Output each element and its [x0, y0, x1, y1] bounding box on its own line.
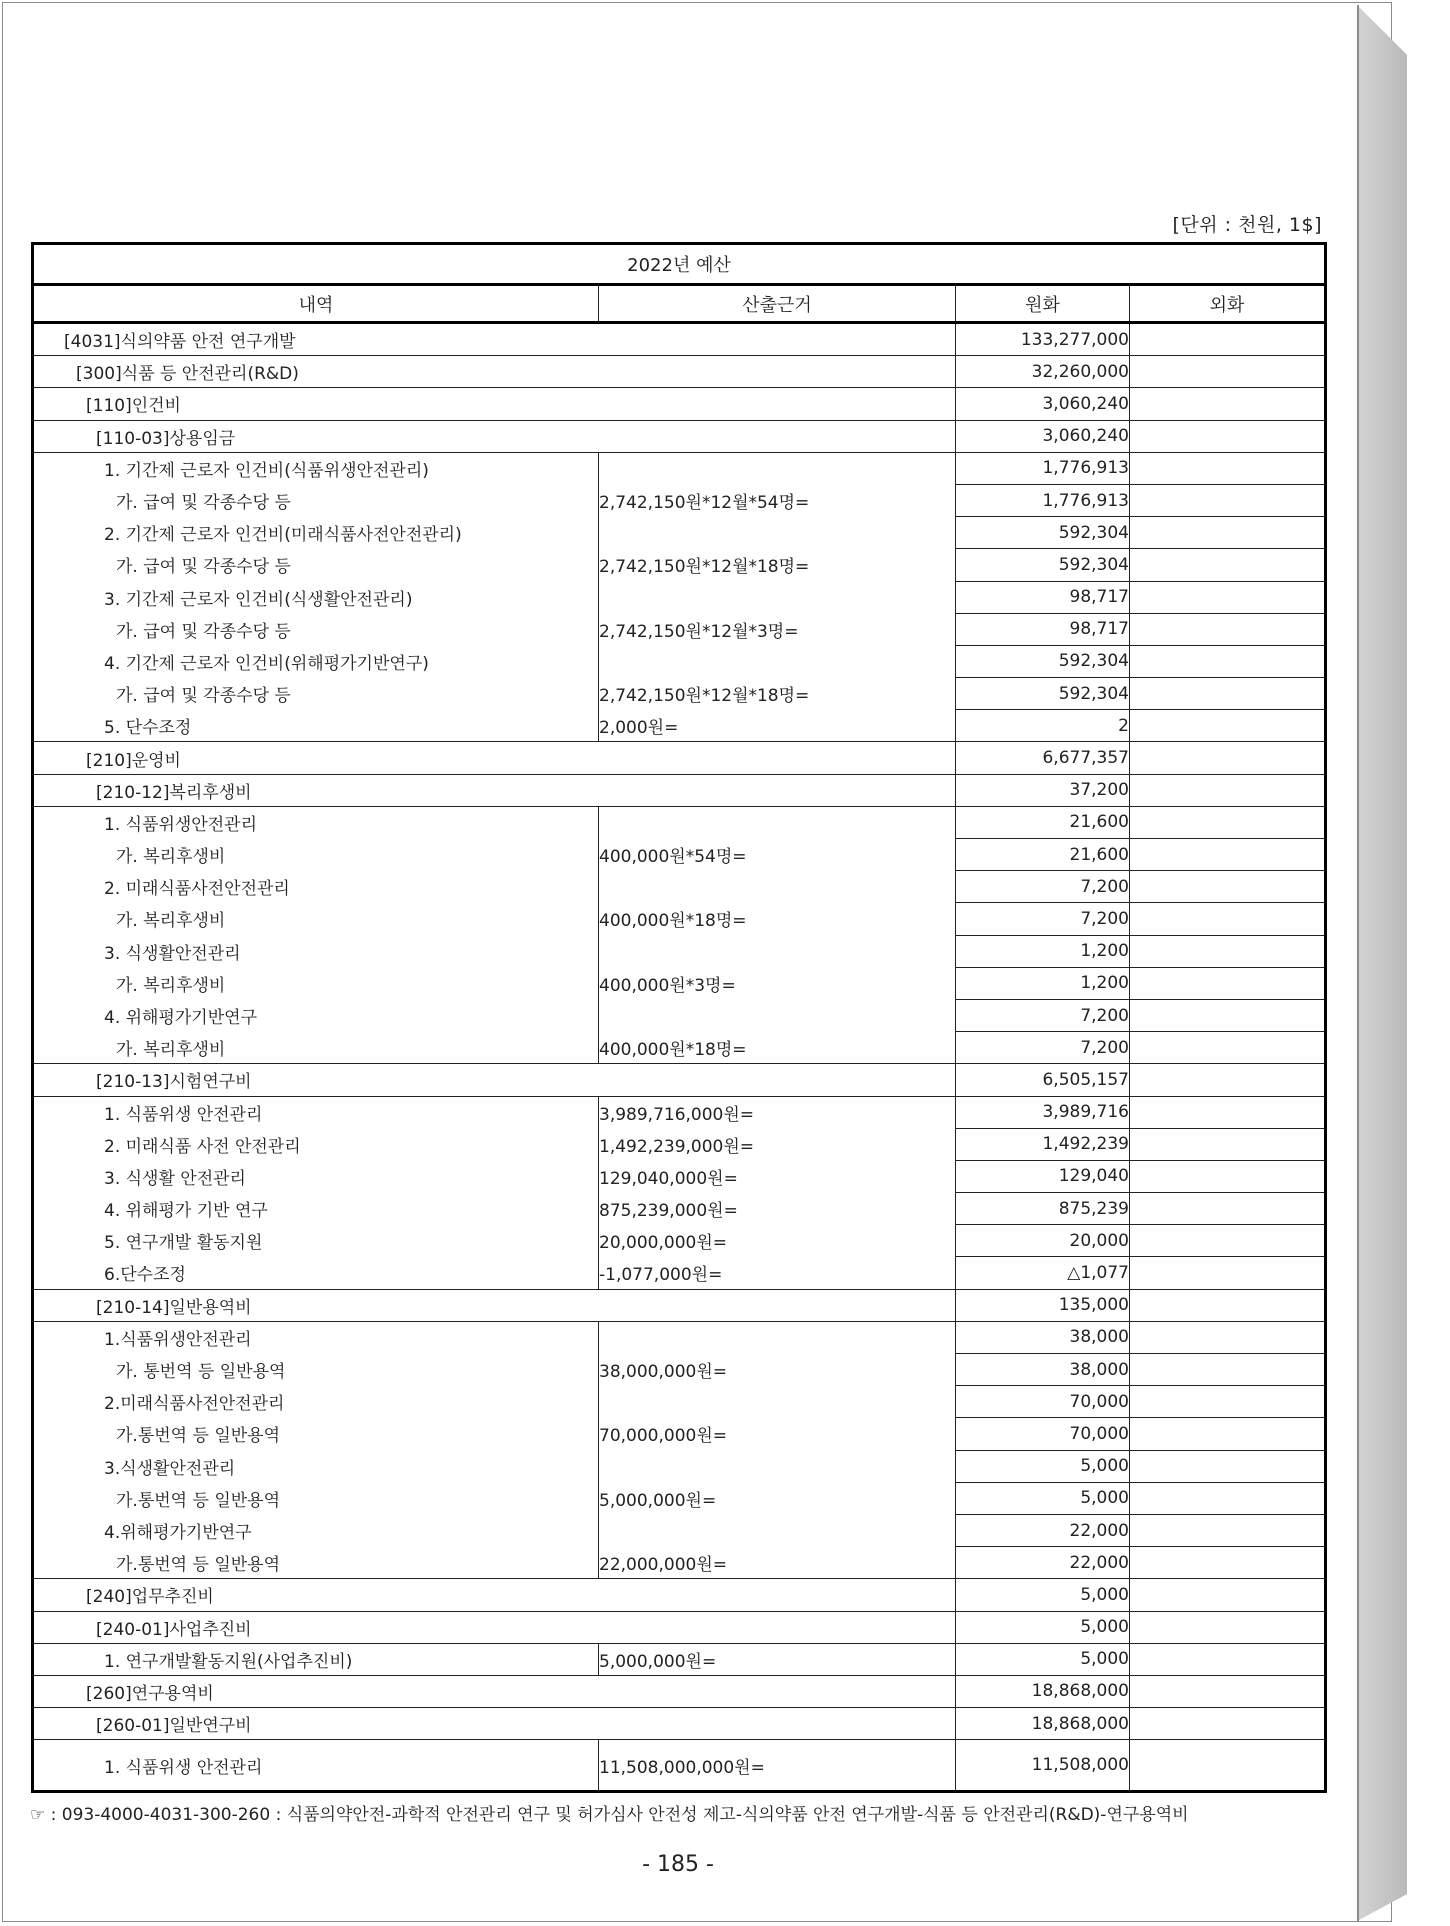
row-basis: 129,040,000원=	[599, 1160, 956, 1192]
row-foreign	[1130, 420, 1326, 452]
table-row	[33, 903, 1326, 935]
table-row	[33, 999, 1326, 1031]
row-foreign	[1130, 1225, 1326, 1257]
row-foreign	[1130, 323, 1326, 356]
table-row	[33, 678, 1326, 710]
row-krw: 98,717	[956, 581, 1130, 613]
row-item: [210-14]일반용역비	[33, 1289, 956, 1321]
row-foreign	[1130, 452, 1326, 484]
row-krw: 32,260,000	[956, 356, 1130, 388]
row-krw: 3,989,716	[956, 1096, 1130, 1128]
row-basis	[599, 871, 956, 903]
row-foreign	[1130, 1514, 1326, 1546]
row-krw: 38,000	[956, 1321, 1130, 1353]
row-item: [110-03]상용임금	[33, 420, 956, 452]
row-item: 2.미래식품사전안전관리	[33, 1386, 599, 1418]
row-basis	[599, 517, 956, 549]
table-row	[33, 517, 1326, 549]
page-stack-edge-line	[1357, 5, 1359, 1921]
row-item: [210]운영비	[33, 742, 956, 774]
row-krw: 7,200	[956, 1032, 1130, 1064]
row-foreign	[1130, 581, 1326, 613]
row-krw: 18,868,000	[956, 1675, 1130, 1707]
row-item: 가. 급여 및 각종수당 등	[33, 678, 599, 710]
row-basis: 2,000원=	[599, 710, 956, 742]
table-row	[33, 1032, 1326, 1064]
row-krw: 129,040	[956, 1160, 1130, 1192]
row-foreign	[1130, 517, 1326, 549]
row-krw: 592,304	[956, 517, 1130, 549]
row-foreign	[1130, 613, 1326, 645]
row-krw: 133,277,000	[956, 323, 1130, 356]
row-krw: 20,000	[956, 1225, 1130, 1257]
row-krw: 21,600	[956, 806, 1130, 838]
row-foreign	[1130, 1096, 1326, 1128]
table-row	[33, 742, 1326, 774]
row-foreign	[1130, 903, 1326, 935]
row-basis	[599, 806, 956, 838]
row-basis	[599, 999, 956, 1031]
row-krw: 3,060,240	[956, 420, 1130, 452]
row-item: 가.통번역 등 일반용역	[33, 1418, 599, 1450]
page-stack-edge	[1357, 5, 1407, 1921]
row-item: 3.식생활안전관리	[33, 1450, 599, 1482]
table-row	[33, 1708, 1326, 1740]
row-basis: 5,000,000원=	[599, 1643, 956, 1675]
table-row	[33, 1611, 1326, 1643]
row-krw: 5,000	[956, 1611, 1130, 1643]
row-basis: 5,000,000원=	[599, 1482, 956, 1514]
row-krw: 2	[956, 710, 1130, 742]
row-foreign	[1130, 1708, 1326, 1740]
table-title: 2022년 예산	[33, 244, 1326, 285]
row-krw: 70,000	[956, 1418, 1130, 1450]
table-row	[33, 645, 1326, 677]
table-row	[33, 1289, 1326, 1321]
row-item: 3. 식생활 안전관리	[33, 1160, 599, 1192]
row-basis	[599, 452, 956, 484]
row-basis: 1,492,239,000원=	[599, 1128, 956, 1160]
row-krw: 7,200	[956, 903, 1130, 935]
table-row	[33, 1064, 1326, 1096]
row-krw: 98,717	[956, 613, 1130, 645]
row-item: 4.위해평가기반연구	[33, 1514, 599, 1546]
row-item: 4. 위해평가 기반 연구	[33, 1193, 599, 1225]
table-row	[33, 420, 1326, 452]
row-item: [210-13]시험연구비	[33, 1064, 956, 1096]
row-item: 6.단수조정	[33, 1257, 599, 1289]
row-krw: 22,000	[956, 1547, 1130, 1579]
row-item: 1. 식품위생 안전관리	[33, 1096, 599, 1128]
row-foreign	[1130, 774, 1326, 806]
row-item: 가. 급여 및 각종수당 등	[33, 549, 599, 581]
row-item: [260-01]일반연구비	[33, 1708, 956, 1740]
row-foreign	[1130, 710, 1326, 742]
header-item: 내역	[33, 285, 599, 323]
row-krw: 1,200	[956, 935, 1130, 967]
header-foreign: 외화	[1130, 285, 1326, 323]
table-row	[33, 484, 1326, 516]
row-basis: 400,000원*18명=	[599, 903, 956, 935]
row-foreign	[1130, 999, 1326, 1031]
row-basis	[599, 645, 956, 677]
row-foreign	[1130, 967, 1326, 999]
row-basis: 11,508,000,000원=	[599, 1740, 956, 1792]
row-krw: 3,060,240	[956, 388, 1130, 420]
row-item: 가. 복리후생비	[33, 903, 599, 935]
row-foreign	[1130, 1160, 1326, 1192]
row-item: 1. 기간제 근로자 인건비(식품위생안전관리)	[33, 452, 599, 484]
row-foreign	[1130, 1257, 1326, 1289]
row-basis: 38,000,000원=	[599, 1354, 956, 1386]
row-krw: 1,200	[956, 967, 1130, 999]
row-krw: 21,600	[956, 839, 1130, 871]
row-krw: 6,505,157	[956, 1064, 1130, 1096]
table-row	[33, 1579, 1326, 1611]
row-foreign	[1130, 839, 1326, 871]
row-foreign	[1130, 1579, 1326, 1611]
row-foreign	[1130, 1740, 1326, 1792]
row-foreign	[1130, 1032, 1326, 1064]
row-krw: 592,304	[956, 645, 1130, 677]
row-item: 1. 식품위생안전관리	[33, 806, 599, 838]
table-row	[33, 323, 1326, 356]
row-basis: 875,239,000원=	[599, 1193, 956, 1225]
row-foreign	[1130, 742, 1326, 774]
table-row	[33, 1675, 1326, 1707]
table-row	[33, 1096, 1326, 1128]
row-krw: 592,304	[956, 549, 1130, 581]
row-basis	[599, 1514, 956, 1546]
row-item: [240]업무추진비	[33, 1579, 956, 1611]
row-basis: -1,077,000원=	[599, 1257, 956, 1289]
row-foreign	[1130, 1386, 1326, 1418]
row-item: 3. 식생활안전관리	[33, 935, 599, 967]
row-item: 5. 연구개발 활동지원	[33, 1225, 599, 1257]
row-foreign	[1130, 678, 1326, 710]
row-item: 1. 연구개발활동지원(사업추진비)	[33, 1643, 599, 1675]
header-basis: 산출근거	[599, 285, 956, 323]
row-basis	[599, 935, 956, 967]
table-row	[33, 1547, 1326, 1579]
table-row	[33, 356, 1326, 388]
row-foreign	[1130, 1418, 1326, 1450]
row-item: 2. 미래식품사전안전관리	[33, 871, 599, 903]
table-row	[33, 1193, 1326, 1225]
row-item: 2. 미래식품 사전 안전관리	[33, 1128, 599, 1160]
table-body	[33, 323, 1326, 1792]
row-foreign	[1130, 935, 1326, 967]
row-item: 2. 기간제 근로자 인건비(미래식품사전안전관리)	[33, 517, 599, 549]
row-krw: 6,677,357	[956, 742, 1130, 774]
row-foreign	[1130, 1321, 1326, 1353]
row-foreign	[1130, 1289, 1326, 1321]
header-krw: 원화	[956, 285, 1130, 323]
row-item: 가.통번역 등 일반용역	[33, 1547, 599, 1579]
row-basis: 400,000원*54명=	[599, 839, 956, 871]
row-foreign	[1130, 1643, 1326, 1675]
row-item: 가. 복리후생비	[33, 1032, 599, 1064]
table-row	[33, 1257, 1326, 1289]
row-foreign	[1130, 1128, 1326, 1160]
table-row	[33, 1321, 1326, 1353]
row-foreign	[1130, 388, 1326, 420]
table-row	[33, 935, 1326, 967]
row-foreign	[1130, 806, 1326, 838]
table-row	[33, 839, 1326, 871]
row-basis	[599, 1321, 956, 1353]
table-row	[33, 710, 1326, 742]
row-krw: 18,868,000	[956, 1708, 1130, 1740]
table-row	[33, 452, 1326, 484]
row-basis	[599, 1450, 956, 1482]
row-foreign	[1130, 1611, 1326, 1643]
table-row	[33, 1160, 1326, 1192]
row-krw: 592,304	[956, 678, 1130, 710]
row-krw: 70,000	[956, 1386, 1130, 1418]
table-row	[33, 388, 1326, 420]
row-foreign	[1130, 645, 1326, 677]
row-item: 3. 기간제 근로자 인건비(식생활안전관리)	[33, 581, 599, 613]
row-basis	[599, 1386, 956, 1418]
table-row	[33, 1643, 1326, 1675]
table-row	[33, 871, 1326, 903]
row-foreign	[1130, 356, 1326, 388]
row-basis: 20,000,000원=	[599, 1225, 956, 1257]
row-basis: 400,000원*3명=	[599, 967, 956, 999]
row-krw: 5,000	[956, 1482, 1130, 1514]
row-foreign	[1130, 1354, 1326, 1386]
table-row	[33, 1482, 1326, 1514]
row-item: [240-01]사업추진비	[33, 1611, 956, 1643]
table-row	[33, 774, 1326, 806]
row-foreign	[1130, 1064, 1326, 1096]
footnote: ☞ : 093-4000-4031-300-260 : 식품의약안전-과학적 안전관리 연구 및 허가심사 안전성 제고-식의약품 안전 연구개발-식품 등 안전관리(R&D)-연구용역비	[30, 1805, 1189, 1825]
row-basis: 22,000,000원=	[599, 1547, 956, 1579]
row-item: 가. 급여 및 각종수당 등	[33, 484, 599, 516]
row-foreign	[1130, 871, 1326, 903]
row-item: 가. 통번역 등 일반용역	[33, 1354, 599, 1386]
row-foreign	[1130, 1482, 1326, 1514]
table-row	[33, 549, 1326, 581]
table-row	[33, 967, 1326, 999]
row-krw: 22,000	[956, 1514, 1130, 1546]
row-item: 5. 단수조정	[33, 710, 599, 742]
budget-table	[31, 242, 1327, 1793]
row-basis: 3,989,716,000원=	[599, 1096, 956, 1128]
row-basis: 2,742,150원*12월*3명=	[599, 613, 956, 645]
table-row	[33, 806, 1326, 838]
table-row	[33, 1418, 1326, 1450]
row-foreign	[1130, 549, 1326, 581]
row-krw: 37,200	[956, 774, 1130, 806]
row-krw: 1,492,239	[956, 1128, 1130, 1160]
row-krw: 11,508,000	[956, 1740, 1130, 1792]
row-foreign	[1130, 1675, 1326, 1707]
row-krw: 875,239	[956, 1193, 1130, 1225]
row-basis	[599, 581, 956, 613]
row-basis: 70,000,000원=	[599, 1418, 956, 1450]
row-foreign	[1130, 484, 1326, 516]
row-basis: 2,742,150원*12월*18명=	[599, 678, 956, 710]
row-foreign	[1130, 1193, 1326, 1225]
row-foreign	[1130, 1450, 1326, 1482]
table-row	[33, 1354, 1326, 1386]
row-item: [300]식품 등 안전관리(R&D)	[33, 356, 956, 388]
row-item: 1.식품위생안전관리	[33, 1321, 599, 1353]
table-row	[33, 613, 1326, 645]
row-basis: 2,742,150원*12월*18명=	[599, 549, 956, 581]
row-item: [210-12]복리후생비	[33, 774, 956, 806]
row-krw: △1,077	[956, 1257, 1130, 1289]
row-krw: 135,000	[956, 1289, 1130, 1321]
table-row	[33, 1386, 1326, 1418]
table-row	[33, 1450, 1326, 1482]
row-item: [4031]식의약품 안전 연구개발	[33, 323, 956, 356]
row-basis: 2,742,150원*12월*54명=	[599, 484, 956, 516]
row-krw: 7,200	[956, 999, 1130, 1031]
row-foreign	[1130, 1547, 1326, 1579]
row-krw: 5,000	[956, 1579, 1130, 1611]
table-row	[33, 1128, 1326, 1160]
table-row	[33, 1740, 1326, 1792]
table-row	[33, 581, 1326, 613]
row-krw: 1,776,913	[956, 452, 1130, 484]
table-row	[33, 1514, 1326, 1546]
row-item: [260]연구용역비	[33, 1675, 956, 1707]
row-item: 4. 위해평가기반연구	[33, 999, 599, 1031]
row-item: 4. 기간제 근로자 인건비(위해평가기반연구)	[33, 645, 599, 677]
unit-label: [단위 : 천원, 1$]	[1172, 214, 1322, 236]
row-item: 가.통번역 등 일반용역	[33, 1482, 599, 1514]
row-krw: 38,000	[956, 1354, 1130, 1386]
row-basis: 400,000원*18명=	[599, 1032, 956, 1064]
row-krw: 1,776,913	[956, 484, 1130, 516]
page-number: - 185 -	[642, 1852, 714, 1877]
row-item: [110]인건비	[33, 388, 956, 420]
row-item: 1. 식품위생 안전관리	[33, 1740, 599, 1792]
row-item: 가. 급여 및 각종수당 등	[33, 613, 599, 645]
row-krw: 7,200	[956, 871, 1130, 903]
row-item: 가. 복리후생비	[33, 839, 599, 871]
row-krw: 5,000	[956, 1643, 1130, 1675]
row-krw: 5,000	[956, 1450, 1130, 1482]
table-row	[33, 1225, 1326, 1257]
row-item: 가. 복리후생비	[33, 967, 599, 999]
